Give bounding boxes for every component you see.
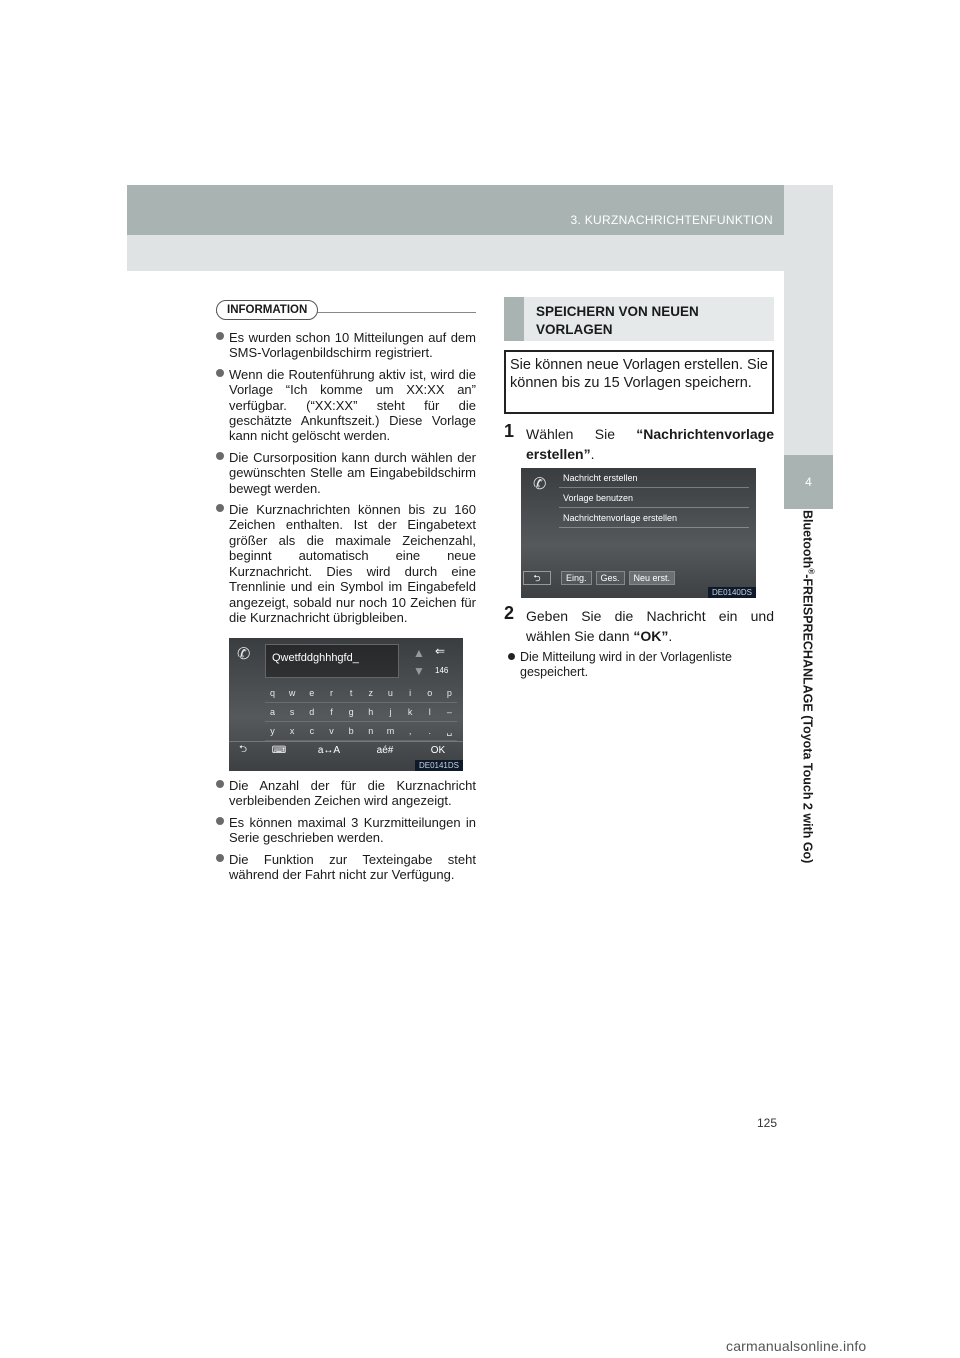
key: m (386, 726, 395, 736)
phone-icon: ✆ (237, 646, 251, 663)
key: q (269, 688, 275, 698)
key: j (389, 707, 392, 717)
side-title-rest: -FREISPRECHANLAGE (Toyota Touch 2 with Go) (800, 574, 815, 864)
message-input: Qwetfddghhhgfd_ (265, 644, 399, 678)
key: i (409, 688, 412, 698)
chapter-number: 4 (805, 475, 812, 489)
key: x (289, 726, 295, 736)
menu-list (559, 468, 749, 528)
key: z (368, 688, 374, 698)
char-count: 146 (435, 666, 449, 675)
key: u (387, 688, 393, 698)
step-1: 1 Wählen Sie “Nachrichtenvorlage erstellen”. (504, 421, 774, 462)
key: r (329, 688, 333, 698)
key-row (265, 703, 457, 722)
back-icon: ⮌ (238, 744, 247, 755)
menu-item: Nachrichtenvorlage erstellen (559, 508, 749, 528)
info-bullet: Die Cursorposition kann durch wählen der gewünschten Stelle am Eingabebildschirm bewegt werden. (216, 450, 476, 496)
ok-key: OK (430, 745, 446, 756)
step-2: 2 Geben Sie die Nachricht ein und wählen Sie dann “OK”. (504, 603, 774, 644)
tab-neu-erst: Neu erst. (629, 571, 676, 585)
step-number: 2 (504, 603, 515, 623)
section-title: 3. KURZNACHRICHTENFUNKTION (570, 213, 773, 227)
key: y (270, 726, 275, 736)
info-bullet: Die Anzahl der für die Kurznachricht verbleibenden Zeichen wird angezeigt. (216, 778, 476, 809)
tab-ges: Ges. (596, 571, 625, 585)
bullet-dot-icon (216, 780, 224, 788)
side-title-reg: ® (806, 568, 816, 575)
page-number: 125 (757, 1116, 778, 1130)
key-row (265, 684, 457, 703)
side-title (790, 510, 826, 880)
key: a (269, 707, 275, 717)
header-band (127, 185, 833, 235)
key: v (329, 726, 334, 736)
keyboard-screenshot (229, 638, 463, 771)
info-label: INFORMATION (216, 300, 318, 320)
section-heading-line2: VORLAGEN (536, 322, 613, 337)
key: t (349, 688, 353, 698)
bullet-dot-icon (216, 504, 224, 512)
key: o (427, 688, 433, 698)
key: ␣ (446, 725, 453, 736)
key: l (428, 707, 431, 717)
info-bullet: Die Kurznachrichten können bis zu 160 Zeichen enthalten. Ist der Eingabetext größer als die maximale Zeichenzahl, beginnt automatisch eine neue Kurznachricht. Dies wird durch eine Trennlinie und ein Symbol im Eingabefeld angezeigt, sobald nur noch 10 Zeichen für die Kurznachricht übrigbleiben. (216, 502, 476, 625)
menu-item: Nachricht erstellen (559, 468, 749, 488)
key: s (289, 707, 295, 717)
key: – (446, 707, 452, 717)
key: p (446, 688, 452, 698)
info-bullets (216, 330, 476, 631)
key: k (407, 707, 413, 717)
bullet-dot-icon (216, 332, 224, 340)
tab-eing: Eing. (561, 571, 592, 585)
back-icon: ⮌ (523, 571, 551, 585)
key: . (428, 726, 431, 736)
backspace-icon: ⇐ (435, 644, 446, 658)
info-box (216, 300, 476, 320)
info-bullet: Es wurden schon 10 Mitteilungen auf dem SMS-Vorlagenbildschirm registriert. (216, 330, 476, 361)
key: w (288, 688, 296, 698)
side-stripe (784, 185, 833, 455)
key: , (408, 726, 412, 736)
side-title-brand: Bluetooth (800, 510, 815, 569)
info-bullet: Es können maximal 3 Kurzmitteilungen in Serie geschrieben werden. (216, 815, 476, 846)
info-bullet: Wenn die Routenführung aktiv ist, wird die Vorlage “Ich komme um XX:XX an” verfügbar. (“XX:XX” steht für die geschätzte Ankunftszeit.) Diese Vorlage kann nicht gelöscht werden. (216, 367, 476, 444)
section-heading-line1: SPEICHERN VON NEUEN (536, 304, 699, 319)
key: g (348, 707, 354, 717)
key-row (265, 722, 457, 741)
bullet-dot-icon (216, 369, 224, 377)
case-toggle: a↔A (317, 745, 341, 756)
image-code: DE0140DS (708, 587, 756, 598)
info-bullets-after (216, 778, 476, 888)
step-number: 1 (504, 421, 515, 441)
key: h (368, 707, 374, 717)
key: d (309, 707, 315, 717)
step-2-bullet: Die Mitteilung wird in der Vorlagenliste gespeichert. (508, 650, 774, 679)
info-bullet: Die Funktion zur Texteingabe steht während der Fahrt nicht zur Verfügung. (216, 852, 476, 883)
keyboard-icon: ⌨ (271, 745, 287, 756)
bullet-dot-icon (216, 817, 224, 825)
bullet-dot-icon (508, 653, 515, 660)
key: n (368, 726, 374, 736)
menu-screenshot (521, 468, 756, 598)
arrow-up-icon: ▲ (413, 646, 425, 660)
watermark: carmanualsonline.info (726, 1338, 867, 1354)
menu-item: Vorlage benutzen (559, 488, 749, 508)
section-heading-stripe (504, 297, 524, 341)
header-subband (127, 235, 833, 271)
key: b (348, 726, 354, 736)
bullet-dot-icon (216, 854, 224, 862)
arrow-down-icon: ▼ (413, 664, 425, 678)
menu-bar (521, 570, 756, 586)
section-intro: Sie können neue Vorlagen erstellen. Sie können bis zu 15 Vorlagen speichern. (504, 350, 774, 414)
phone-icon: ✆ (533, 476, 547, 493)
key: e (309, 688, 315, 698)
bullet-dot-icon (216, 452, 224, 460)
key: f (330, 707, 333, 717)
keyboard-bar (229, 741, 463, 759)
key: c (309, 726, 315, 736)
image-code: DE0141DS (415, 760, 463, 771)
keyboard-keys (265, 684, 457, 741)
section-heading (504, 297, 774, 341)
symbols-toggle: aé# (376, 745, 394, 756)
